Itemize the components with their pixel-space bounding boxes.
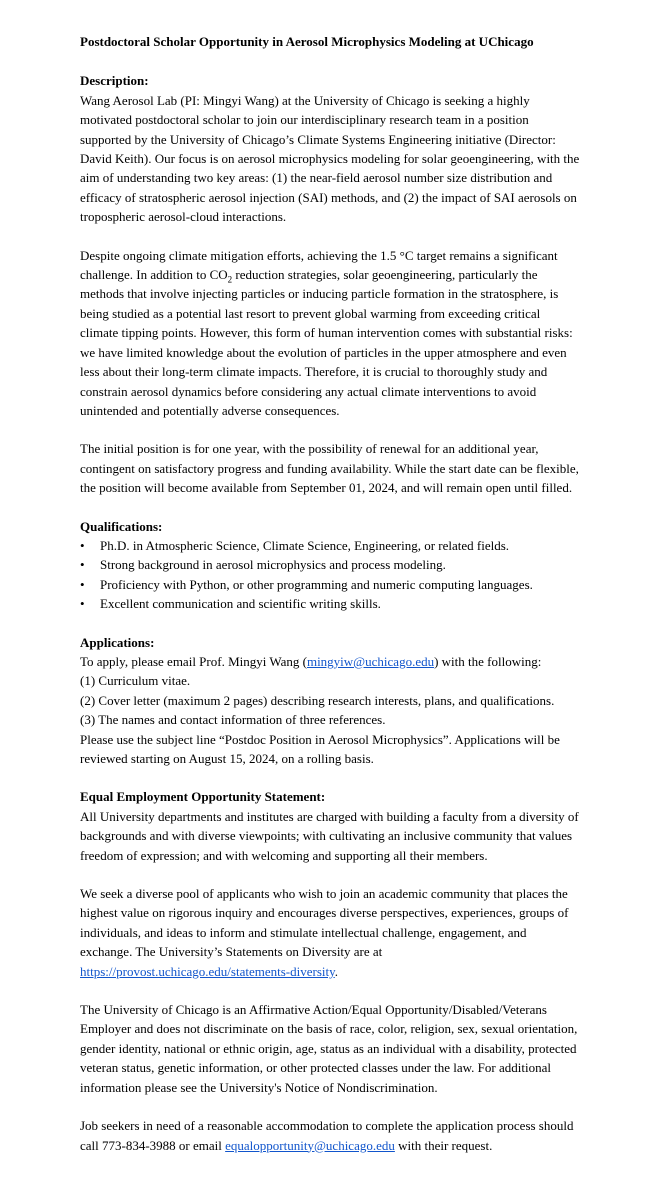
diversity-statements-link[interactable]: https://provost.uchicago.edu/statements-diversity [80, 963, 335, 979]
eeo-paragraph-4-part-a: Job seekers in need of a reasonable accommodation to complete the application process should call 773-834-3988 or email [80, 1118, 574, 1153]
qualification-text: Proficiency with Python, or other programming and numeric computing languages. [100, 576, 533, 592]
applications-intro-part-a: To apply, please email Prof. Mingyi Wang ( [80, 653, 307, 669]
eeo-heading: Equal Employment Opportunity Statement: [80, 789, 326, 805]
qualifications-section [80, 517, 580, 614]
description-paragraph-3: The initial position is for one year, with the possibility of renewal for an additional year, contingent on satisfactory progress and funding availability. While the start date can be flexible, the position will become available from September 01, 2024, and will remain open until filled. [80, 441, 579, 496]
qualification-text: Excellent communication and scientific writing skills. [100, 596, 381, 612]
qualification-item [80, 594, 580, 613]
applications-heading: Applications: [80, 634, 155, 650]
application-item: (2) Cover letter (maximum 2 pages) describing research interests, plans, and qualifications. [80, 692, 555, 708]
qualification-item [80, 536, 580, 555]
qualification-text: Ph.D. in Atmospheric Science, Climate Science, Engineering, or related fields. [100, 537, 510, 553]
qualifications-list [80, 536, 580, 614]
description-paragraph-2 [80, 246, 580, 421]
eeo-paragraph-1: All University departments and institutes are charged with building a faculty from a diversity of backgrounds and with diverse viewpoints; with cultivating an inclusive community that values freedom of expression; and with welcoming and supporting all their members. [80, 808, 579, 863]
co2-subscript: 2 [227, 274, 233, 285]
description-paragraph-2-part-b: reduction strategies, solar geoengineering, particularly the methods that involve injecting particles or inducing particle formation in the stratosphere, is being studied as a potential last resort to prevent global warming from exceeding critical climate tipping points. However, this form of human intervention comes with substantial risks: we have limited knowledge about the evolution of particles in the upper atmosphere and even less about their long-term climate impacts. Therefore, it is crucial to thoroughly study and constrain aerosol dynamics before considering any actual climate interventions to avoid unintended and potentially adverse consequences. [80, 267, 573, 418]
applications-intro-part-b: ) with the following: [434, 653, 542, 669]
application-email-link[interactable]: mingyiw@uchicago.edu [306, 653, 435, 669]
document-title: Postdoctoral Scholar Opportunity in Aerosol Microphysics Modeling at UChicago [80, 34, 534, 49]
qualification-text: Strong background in aerosol microphysics and process modeling. [100, 557, 446, 573]
eeo-paragraph-2 [80, 884, 580, 981]
bullet-icon: • [80, 596, 85, 612]
applications-closing: Please use the subject line “Postdoc Position in Aerosol Microphysics”. Applications will be reviewed starting on August 15, 2024, on a rolling basis. [80, 731, 560, 766]
qualifications-heading: Qualifications: [80, 518, 163, 534]
eeo-paragraph-4-part-b: with their request. [394, 1137, 493, 1153]
equal-opportunity-email-link[interactable]: equalopportunity@uchicago.edu [225, 1137, 395, 1153]
eeo-paragraph-2-part-a: We seek a diverse pool of applicants who wish to join an academic community that places the highest value on rigorous inquiry and encourages diverse perspectives, experiences, groups of individuals, and ideas to inform and stimulate intellectual challenge, engagement, and exchange. The University’s Statements on Diversity are at [80, 886, 569, 960]
description-paragraph-1: Wang Aerosol Lab (PI: Mingyi Wang) at the University of Chicago is seeking a highly motivated postdoctoral scholar to join our interdisciplinary research team in a position supported by the University of Chicago’s Climate Systems Engineering initiative (Director: David Keith). Our focus is on aerosol microphysics modeling for solar geoengineering, with the aim of understanding two key areas: (1) the near-field aerosol number size distribution and efficacy of stratospheric aerosol injection (SAI) methods, and (2) the impact of SAI aerosols on tropospheric aerosol-cloud interactions. [80, 92, 580, 225]
bullet-icon: • [80, 537, 85, 553]
document-page [80, 32, 580, 1155]
eeo-paragraph-3: The University of Chicago is an Affirmative Action/Equal Opportunity/Disabled/Veterans Employer and does not discriminate on the basis of race, color, religion, sex, sexual orientation, gender identity, national or ethnic origin, age, status as an individual with a disability, protected veteran status, genetic information, or other protected classes under the law. For additional information please see the University's Notice of Nondiscrimination. [80, 1002, 578, 1095]
bullet-icon: • [80, 557, 85, 573]
eeo-paragraph-4 [80, 1116, 580, 1155]
applications-intro [80, 652, 580, 671]
eeo-paragraph-2-part-b: . [334, 963, 339, 979]
qualification-item [80, 555, 580, 574]
description-heading: Description: [80, 73, 149, 89]
applications-section [80, 633, 580, 769]
bullet-icon: • [80, 576, 85, 592]
application-item: (1) Curriculum vitae. [80, 673, 191, 689]
application-item: (3) The names and contact information of three references. [80, 712, 386, 728]
qualification-item [80, 575, 580, 594]
description-paragraph-2-part-a: Despite ongoing climate mitigation efforts, achieving the 1.5 °C target remains a significant challenge. In addition to CO [80, 247, 558, 283]
